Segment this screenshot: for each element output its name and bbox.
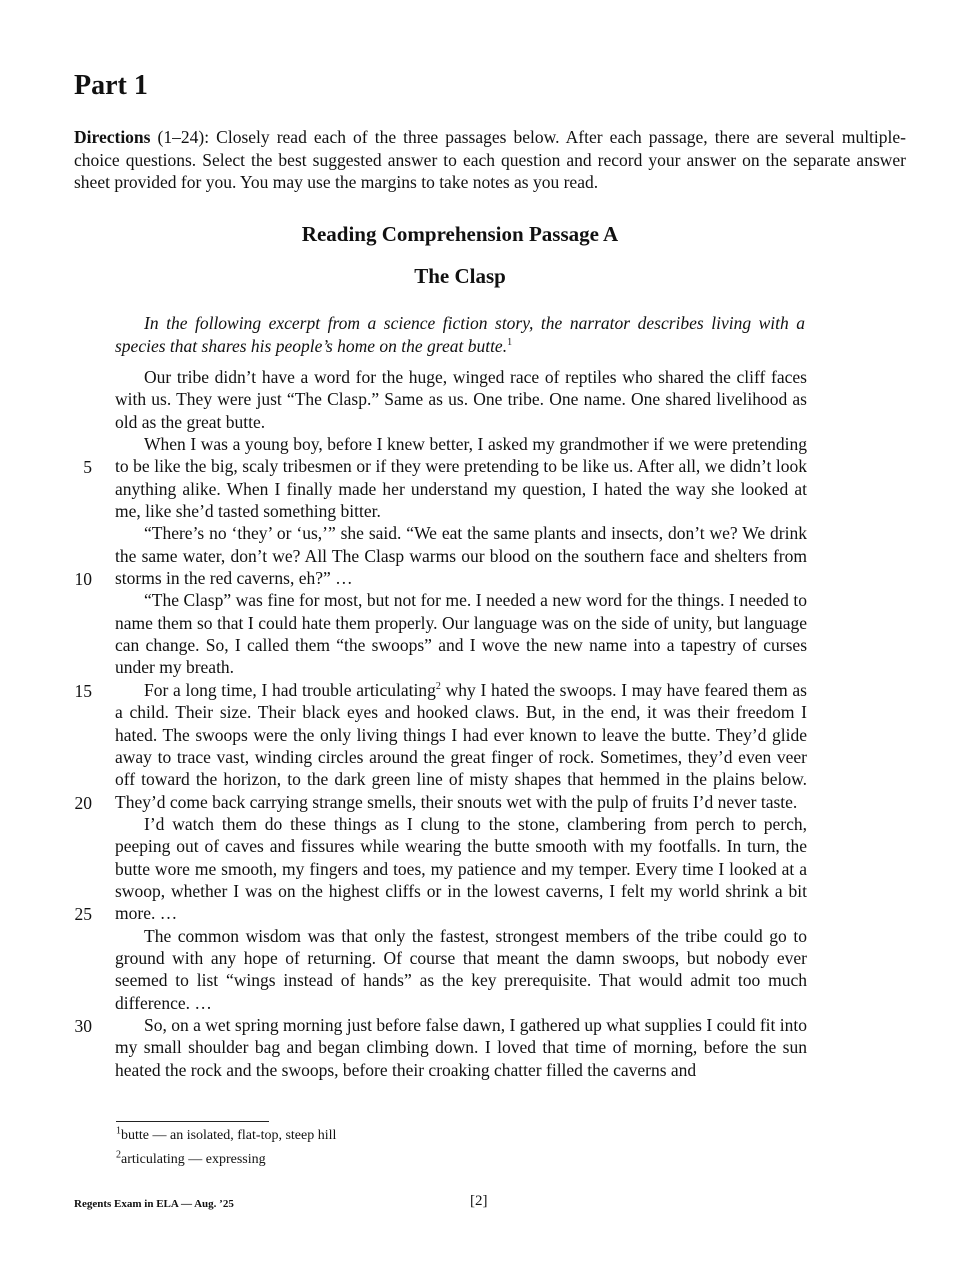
paragraph-5 — [115, 679, 807, 813]
paragraph-7: The common wisdom was that only the fastest, strongest members of the tribe could go to ground with any hope of returning. Of course that meant the damn swoops, but nobody ever seemed to list “wings instead of hands” as the key prerequisite. That would admit too much difference. … — [115, 925, 807, 1013]
footnote-number: 2 — [116, 1149, 121, 1161]
paragraph-3: “There’s no ‘they’ or ‘us,’” she said. “We eat the same plants and insects, don’t we? We drink the same water, don’t we? All The Clasp warms our blood on the southern face and shelters from storms in the red caverns, eh?” … — [115, 523, 807, 589]
footer-exam-name: Regents Exam in ELA — Aug. ’25 — [74, 1198, 234, 1210]
footnote-2 — [116, 1149, 266, 1168]
directions-label: Directions — [74, 127, 151, 147]
paragraph-5-end: why I hated the swoops. I may have feared them as a child. Their size. Their black eyes and hooked claws. But, in the end, it was their freedom I hated. The swoops were the only living things I had ever known to leave the butte. They’d glide away to trace vast, winding circles around the great finger of rock. Sometimes, they’d even veer off toward the horizon, to the dark green line of misty shapes that hemmed in the plains below. They’d come back carrying strange smells, their snouts wet with the pulp of fruits I’d never taste. — [115, 679, 807, 812]
footnote-1 — [116, 1125, 337, 1144]
intro-text: In the following excerpt from a science fiction story, the narrator describes living with a species that shares his people’s home on the great butte. — [115, 313, 805, 356]
footnote-divider — [116, 1121, 269, 1122]
paragraph-6: I’d watch them do these things as I clung to the stone, clambering from perch to perch, peeping out of caves and fissures while wearing the butte smooth with my footfalls. In turn, the butte wore me smooth, my fingers and toes, my patience and my temper. Every time I looked at a swoop, whether I was on the highest cliffs or in the lowest caverns, I felt my world shrink a bit more. … — [115, 813, 807, 924]
directions — [74, 126, 906, 194]
footnote-text: articulating — expressing — [121, 1152, 266, 1167]
line-number: 30 — [74, 1016, 92, 1036]
footnote-number: 1 — [116, 1125, 121, 1137]
passage-heading: Reading Comprehension Passage A — [301, 222, 619, 246]
passage-intro — [115, 312, 805, 357]
passage-body — [115, 366, 807, 1081]
directions-text: (1–24): Closely read each of the three passages below. After each passage, there are several multiple-choice questions. Select the best suggested answer to each question and record your answer on the separate answer sheet provided for you. You may use the margins to take notes as you read. — [74, 127, 906, 192]
line-number: 15 — [74, 681, 92, 701]
page-number: [2] — [470, 1193, 488, 1209]
paragraph-5-start: For a long time, I had trouble articulating — [144, 679, 436, 700]
passage-title: The Clasp — [414, 264, 506, 288]
paragraph-8: So, on a wet spring morning just before false dawn, I gathered up what supplies I could fit into my small shoulder bag and began climbing down. I loved that time of morning, before the sun heated the rock and the swoops, before their croaking chatter filled the caverns and — [115, 1014, 807, 1080]
footnote-ref-1: 1 — [507, 336, 513, 348]
line-number: 20 — [74, 793, 92, 813]
line-number: 10 — [74, 569, 92, 589]
part-title: Part 1 — [74, 70, 148, 101]
footnote-ref-2: 2 — [435, 680, 441, 692]
paragraph-1: Our tribe didn’t have a word for the huge, winged race of reptiles who shared the cliff faces with us. They were just “The Clasp.” Same as us. One tribe. One name. One shared livelihood as old as the great butte. — [115, 367, 807, 432]
paragraph-4: “The Clasp” was fine for most, but not for me. I needed a new word for the things. I needed to name them so that I could hate them properly. Our language was on the side of unity, but language can change. So, I called them “the swoops” and I wove the new name into a tapestry of curses under my breath. — [115, 590, 807, 678]
paragraph-2: When I was a young boy, before I knew better, I asked my grandmother if we were pretending to be like the big, scaly tribesmen or if they were pretending to be like us. After all, we didn’t look anything alike. When I finally made her understand my question, I hated the way she looked at me, like she’d tasted something bitter. — [115, 434, 807, 522]
line-number: 25 — [74, 904, 92, 924]
footnote-text: butte — an isolated, flat-top, steep hill — [121, 1128, 337, 1143]
line-number: 5 — [83, 457, 92, 477]
